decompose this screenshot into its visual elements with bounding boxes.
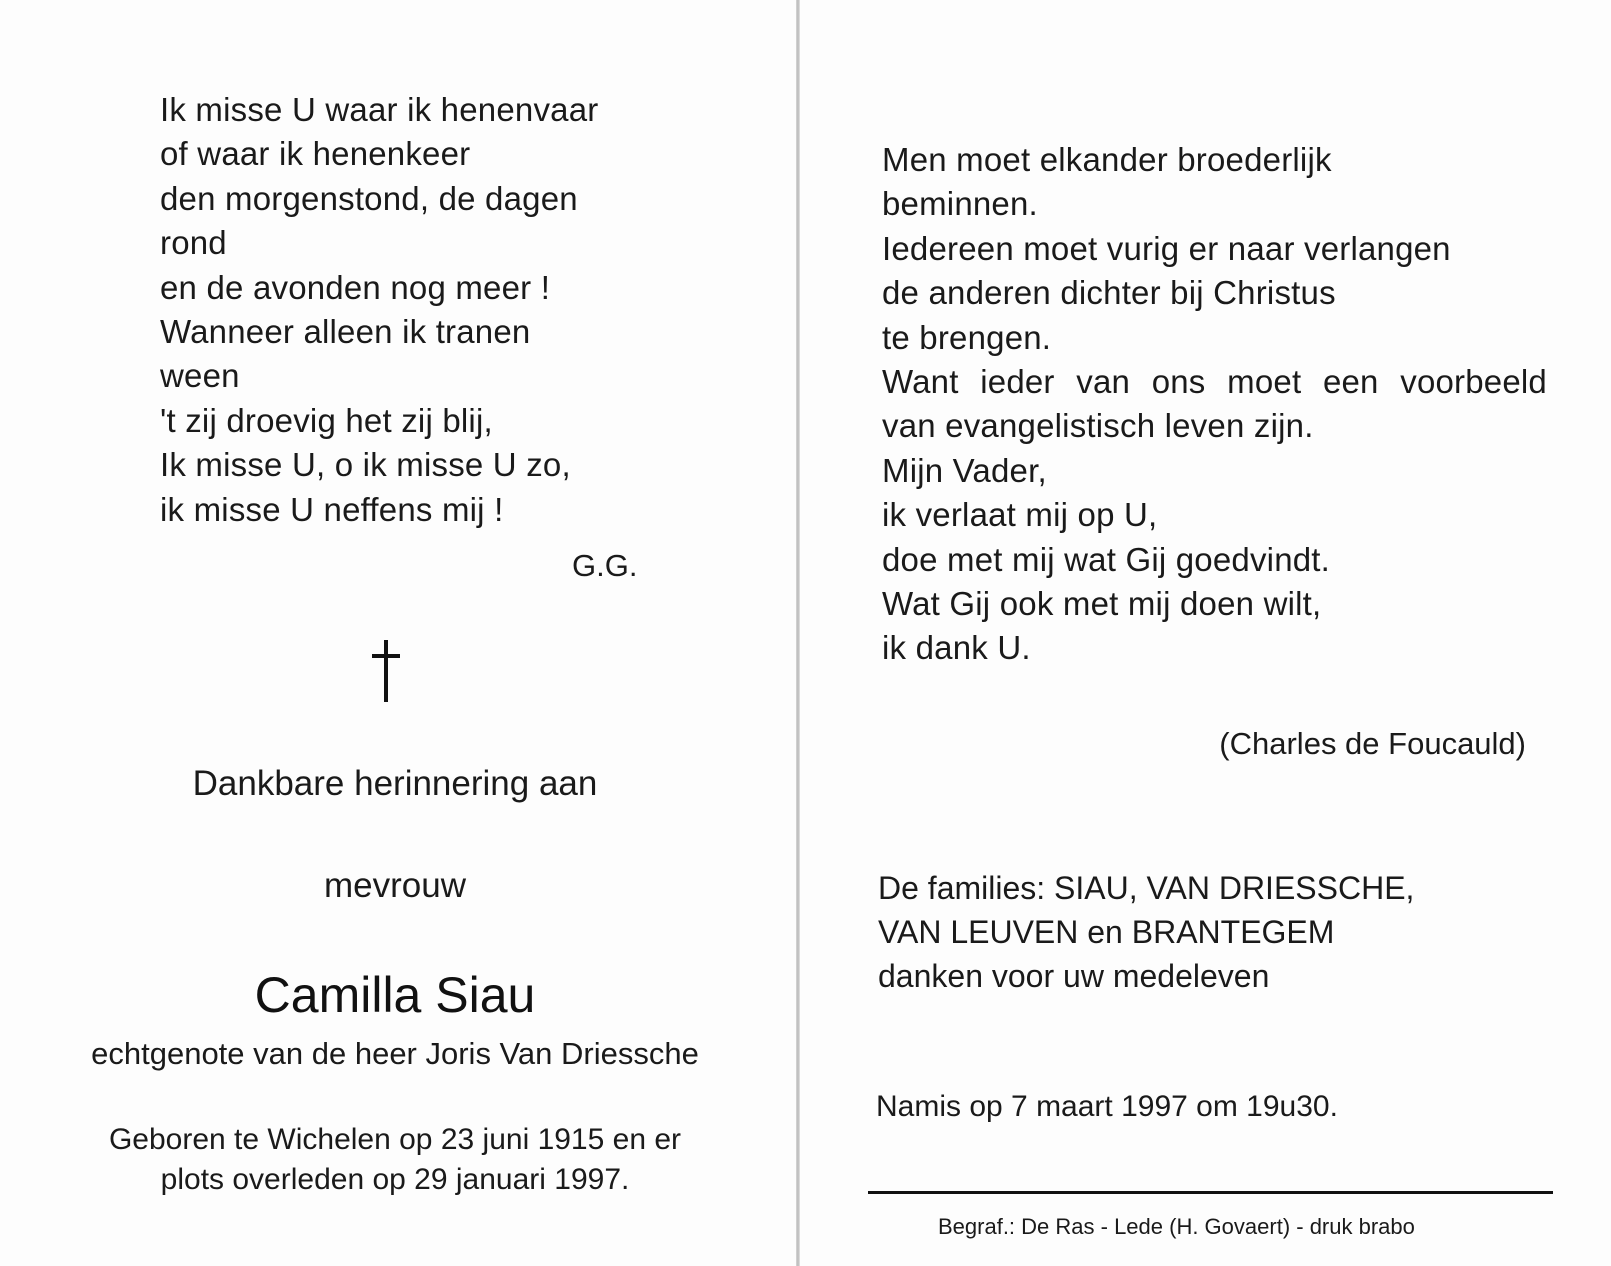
quote-line: te brengen. xyxy=(882,318,1052,356)
quote-line: doe met mij wat Gij goedvindt. xyxy=(882,540,1331,578)
poem-line: rond xyxy=(160,224,227,262)
spouse-line: echtgenote van de heer Joris Van Driessche xyxy=(91,1036,699,1071)
cross-icon xyxy=(372,640,402,702)
honorific-title: mevrouw xyxy=(324,866,466,905)
quote-line: ik dank U. xyxy=(882,629,1031,667)
birth-line: Geboren te Wichelen op 23 juni 1915 en er xyxy=(108,1123,682,1156)
poem-line: en de avonden nog meer ! xyxy=(160,268,551,306)
quote-author: (Charles de Foucauld) xyxy=(1219,726,1526,761)
quote-line: ik verlaat mij op U, xyxy=(882,496,1158,534)
quote-line: Iedereen moet vurig er naar verlangen xyxy=(882,229,1451,267)
memorial-poem xyxy=(160,88,680,532)
families-line: VAN LEUVEN en BRANTEGEM xyxy=(878,914,1335,950)
poem-line: Wanneer alleen ik tranen xyxy=(160,313,531,351)
divider xyxy=(868,1191,1553,1194)
quote-line: van evangelistisch leven zijn. xyxy=(882,407,1314,445)
quote-line: Men moet elkander broederlijk xyxy=(882,141,1332,178)
poem-line: den morgenstond, de dagen xyxy=(160,179,578,217)
left-page xyxy=(0,0,796,1266)
families-line: De families: SIAU, VAN DRIESSCHE, xyxy=(878,870,1415,906)
families-line: danken voor uw medeleven xyxy=(878,958,1270,994)
poem-line: 't zij droevig het zij blij, xyxy=(160,401,493,439)
quote-line: beminnen. xyxy=(882,185,1038,223)
right-page xyxy=(800,0,1611,1266)
quote-line: Wat Gij ook met mij doen wilt, xyxy=(882,585,1322,623)
deceased-name: Camilla Siau xyxy=(254,967,536,1023)
printer-line: Begraf.: De Ras - Lede (H. Govaert) - druk brabo xyxy=(938,1214,1415,1239)
death-line: plots overleden op 29 januari 1997. xyxy=(160,1163,630,1196)
religious-quote xyxy=(882,138,1582,671)
poem-signature: G.G. xyxy=(572,548,638,583)
poem-line: ween xyxy=(160,357,240,395)
place-date: Namis op 7 maart 1997 om 19u30. xyxy=(876,1090,1338,1123)
poem-line: Ik misse U, o ik misse U zo, xyxy=(160,446,571,484)
quote-line: Mijn Vader, xyxy=(882,451,1047,489)
quote-line: de anderen dichter bij Christus xyxy=(882,274,1336,312)
poem-line: ik misse U neffens mij ! xyxy=(160,490,504,528)
poem-line: of waar ik henenkeer xyxy=(160,135,471,173)
poem-line: Ik misse U waar ik henenvaar xyxy=(160,91,599,128)
quote-line: Want ieder van ons moet een voorbeeld xyxy=(882,363,1547,401)
memorial-heading: Dankbare herinnering aan xyxy=(192,764,598,803)
families-thanks xyxy=(878,866,1414,998)
life-dates xyxy=(0,1120,790,1200)
